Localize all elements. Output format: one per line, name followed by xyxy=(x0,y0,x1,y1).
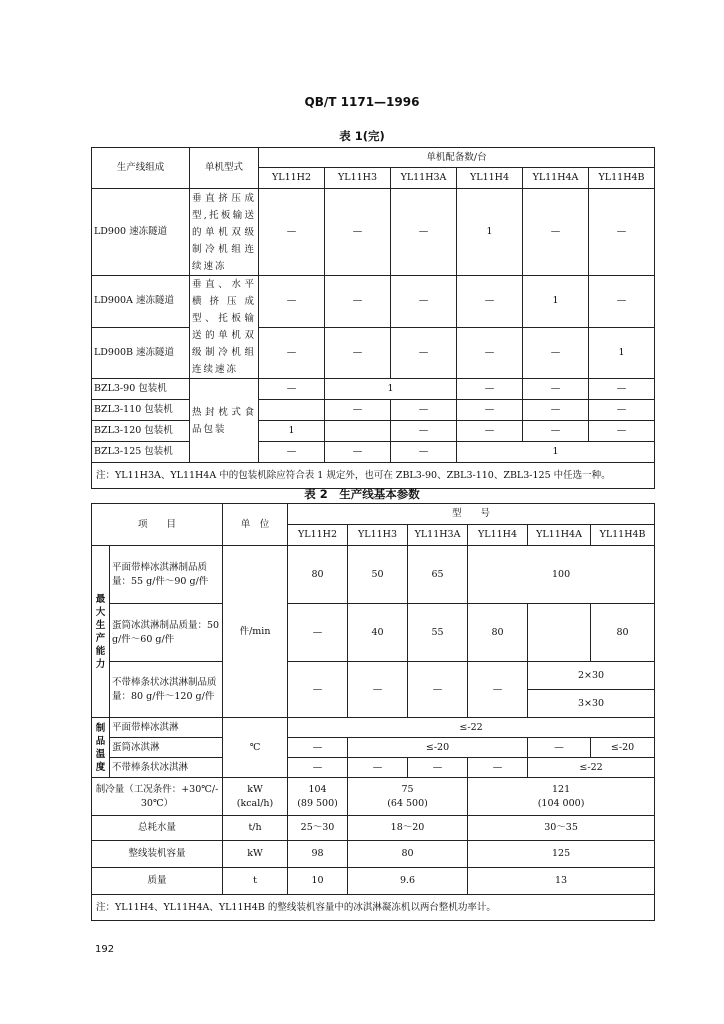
t2-cell: — xyxy=(528,738,591,758)
t2-temp-unit: ℃ xyxy=(223,718,288,778)
t2-cooling-v1b: (89 500) xyxy=(297,797,338,809)
t2-cell: 18～20 xyxy=(348,816,468,841)
t2-row-label: 平面带棒冰淇淋 xyxy=(110,718,223,738)
t1-cell: — xyxy=(391,327,457,379)
t2-row-water-label: 总耗水量 xyxy=(92,816,223,841)
t1-model-desc-1: 垂直挤压成型,托板输送的单机双级制冷机组连续速冻 xyxy=(190,189,259,276)
t2-cell: 10 xyxy=(288,868,348,895)
t2-mass-unit: t xyxy=(223,868,288,895)
t1-cell: — xyxy=(259,327,325,379)
t1-row-name: BZL3-110 包装机 xyxy=(92,400,190,421)
t2-model: YL11H4A xyxy=(528,525,591,546)
page-number: 192 xyxy=(95,944,115,955)
table2 xyxy=(91,503,655,921)
t1-cell: — xyxy=(259,189,325,276)
t2-cell: — xyxy=(348,662,408,718)
t1-row-name: LD900 速冻隧道 xyxy=(92,189,190,276)
t1-col-model: 单机型式 xyxy=(190,148,259,189)
t1-cell: — xyxy=(391,189,457,276)
table2-caption: 表 2 生产线基本参数 xyxy=(304,487,420,501)
t2-col-type: 型 号 xyxy=(288,504,655,525)
t1-cell: — xyxy=(325,276,391,328)
t2-cell: 9.6 xyxy=(348,868,468,895)
t1-cell: — xyxy=(457,400,523,421)
t2-cell: 80 xyxy=(468,604,528,662)
t2-cap-unit: 件/min xyxy=(223,546,288,718)
t1-cell: — xyxy=(523,189,589,276)
t2-cell: ≤-22 xyxy=(528,758,655,778)
t2-cell: ≤-22 xyxy=(288,718,655,738)
t1-row-name: BZL3-120 包装机 xyxy=(92,421,190,442)
document-header: QB/T 1171—1996 xyxy=(304,95,420,109)
t1-cell: — xyxy=(523,400,589,421)
t2-cell xyxy=(528,604,591,662)
t1-cell: — xyxy=(325,442,391,463)
t1-cell: — xyxy=(589,189,655,276)
t2-cell xyxy=(288,778,348,816)
t2-cell: — xyxy=(288,662,348,718)
t1-cell: 1 xyxy=(457,189,523,276)
t1-cell: — xyxy=(457,276,523,328)
t1-cell: — xyxy=(391,400,457,421)
t1-cell: — xyxy=(523,327,589,379)
t2-row-label: 不带棒条状冰淇淋制品质量：80 g/件～120 g/件 xyxy=(110,662,223,718)
t1-model-desc-2: 垂直、水平横挤压成型、托板输送的单机双级制冷机组连续速冻 xyxy=(190,276,259,379)
t2-cooling-unit-1: kW xyxy=(247,783,263,795)
t1-cell: 1 xyxy=(523,276,589,328)
t2-cooling-v3: 121 xyxy=(551,783,571,795)
t2-cell: 40 xyxy=(348,604,408,662)
t2-row-label: 蛋筒冰淇淋 xyxy=(110,738,223,758)
t1-cell: 1 xyxy=(589,327,655,379)
t1-cell: — xyxy=(589,400,655,421)
t2-cell: 13 xyxy=(468,868,655,895)
t1-col-line: 生产线组成 xyxy=(92,148,190,189)
t2-cell: 80 xyxy=(591,604,655,662)
t1-model: YL11H2 xyxy=(259,168,325,189)
t1-cell: — xyxy=(523,421,589,442)
t1-cell: — xyxy=(589,379,655,400)
t1-cell: — xyxy=(457,327,523,379)
t1-cell: 1 xyxy=(457,442,655,463)
t2-cell: — xyxy=(348,758,408,778)
t2-model: YL11H2 xyxy=(288,525,348,546)
t2-cell: ≤-20 xyxy=(348,738,528,758)
t2-cell: — xyxy=(408,758,468,778)
t1-cell: — xyxy=(259,276,325,328)
t2-cooling-unit-2: (kcal/h) xyxy=(236,797,274,809)
t2-water-unit: t/h xyxy=(223,816,288,841)
table1 xyxy=(91,147,655,489)
t1-cell xyxy=(325,421,391,442)
t1-cell: — xyxy=(589,276,655,328)
t1-cell: — xyxy=(325,189,391,276)
t1-cell: — xyxy=(391,421,457,442)
t2-cooling-v2b: (64 500) xyxy=(387,797,428,809)
t2-cell: — xyxy=(408,662,468,718)
t1-cell: — xyxy=(457,421,523,442)
t1-cell: — xyxy=(391,276,457,328)
t1-cell: — xyxy=(391,442,457,463)
t1-cell: — xyxy=(259,379,325,400)
t2-model: YL11H4B xyxy=(591,525,655,546)
t1-cell xyxy=(259,400,325,421)
t2-row-label: 蛋筒冰淇淋制品质量：50 g/件～60 g/件 xyxy=(110,604,223,662)
t1-cell: 1 xyxy=(259,421,325,442)
t2-cell: 98 xyxy=(288,841,348,868)
t2-cell: — xyxy=(468,758,528,778)
t2-row-cooling-label: 制冷量（工况条件：+30℃/-30℃） xyxy=(92,778,223,816)
t2-cell: 125 xyxy=(468,841,655,868)
t2-cooling-v2: 75 xyxy=(401,783,414,795)
t2-note: 注：YL11H4、YL11H4A、YL11H4B 的整线装机容量中的冰淇淋凝冻机以两台整机功率计。 xyxy=(92,895,655,921)
t2-cell: 3×30 xyxy=(528,690,655,718)
t1-model: YL11H4B xyxy=(589,168,655,189)
t2-model: YL11H3A xyxy=(408,525,468,546)
t2-cooling-v3b: (104 000) xyxy=(537,797,585,809)
t2-cell xyxy=(348,778,468,816)
t1-cell: — xyxy=(589,421,655,442)
t2-model: YL11H4 xyxy=(468,525,528,546)
t2-group-capacity: 最大生产能力 xyxy=(92,546,110,718)
t1-row-name: BZL3-125 包装机 xyxy=(92,442,190,463)
t2-cell xyxy=(468,778,655,816)
t2-row-power-label: 整线装机容量 xyxy=(92,841,223,868)
t2-cell: — xyxy=(288,758,348,778)
t2-cell: 2×30 xyxy=(528,662,655,690)
t1-model: YL11H3 xyxy=(325,168,391,189)
t2-cell: 50 xyxy=(348,546,408,604)
t2-cell: 55 xyxy=(408,604,468,662)
t2-cell: 100 xyxy=(468,546,655,604)
t2-col-item: 项 目 xyxy=(92,504,223,546)
t2-col-unit: 单 位 xyxy=(223,504,288,546)
t1-cell: — xyxy=(457,379,523,400)
t2-row-label: 平面带棒冰淇淋制品质量：55 g/件～90 g/件 xyxy=(110,546,223,604)
t2-row-label: 不带棒条状冰淇淋 xyxy=(110,758,223,778)
t2-power-unit: kW xyxy=(223,841,288,868)
t2-row-mass-label: 质量 xyxy=(92,868,223,895)
t1-note: 注：YL11H3A、YL11H4A 中的包装机除应符合表 1 规定外，也可在 ZBL3-90、ZBL3-110、ZBL3-125 中任选一种。 xyxy=(92,463,655,489)
t1-cell: 1 xyxy=(325,379,457,400)
t1-row-name: LD900A 速冻隧道 xyxy=(92,276,190,328)
t1-row-name: BZL3-90 包装机 xyxy=(92,379,190,400)
t2-cell: 80 xyxy=(348,841,468,868)
t2-cell: — xyxy=(288,738,348,758)
t1-cell: — xyxy=(523,379,589,400)
t2-cell: 30～35 xyxy=(468,816,655,841)
t2-cell: ≤-20 xyxy=(591,738,655,758)
table1-caption: 表 1(完) xyxy=(339,129,385,143)
t2-cell: — xyxy=(468,662,528,718)
t2-cooling-v1: 104 xyxy=(308,783,327,795)
t2-cell: — xyxy=(288,604,348,662)
t1-model-desc-3: 热封枕式食品包装 xyxy=(190,379,259,463)
t1-cell: — xyxy=(325,400,391,421)
t2-model: YL11H3 xyxy=(348,525,408,546)
t2-cooling-unit xyxy=(223,778,288,816)
t2-cell: 80 xyxy=(288,546,348,604)
t1-model: YL11H4A xyxy=(523,168,589,189)
t1-cell: — xyxy=(259,442,325,463)
t2-group-temp: 制品温度 xyxy=(92,718,110,778)
t2-cell: 25～30 xyxy=(288,816,348,841)
t1-model: YL11H4 xyxy=(457,168,523,189)
t1-col-qty: 单机配备数/台 xyxy=(259,148,655,168)
t2-cell: 65 xyxy=(408,546,468,604)
t1-cell: — xyxy=(325,327,391,379)
t1-row-name: LD900B 速冻隧道 xyxy=(92,327,190,379)
t1-model: YL11H3A xyxy=(391,168,457,189)
